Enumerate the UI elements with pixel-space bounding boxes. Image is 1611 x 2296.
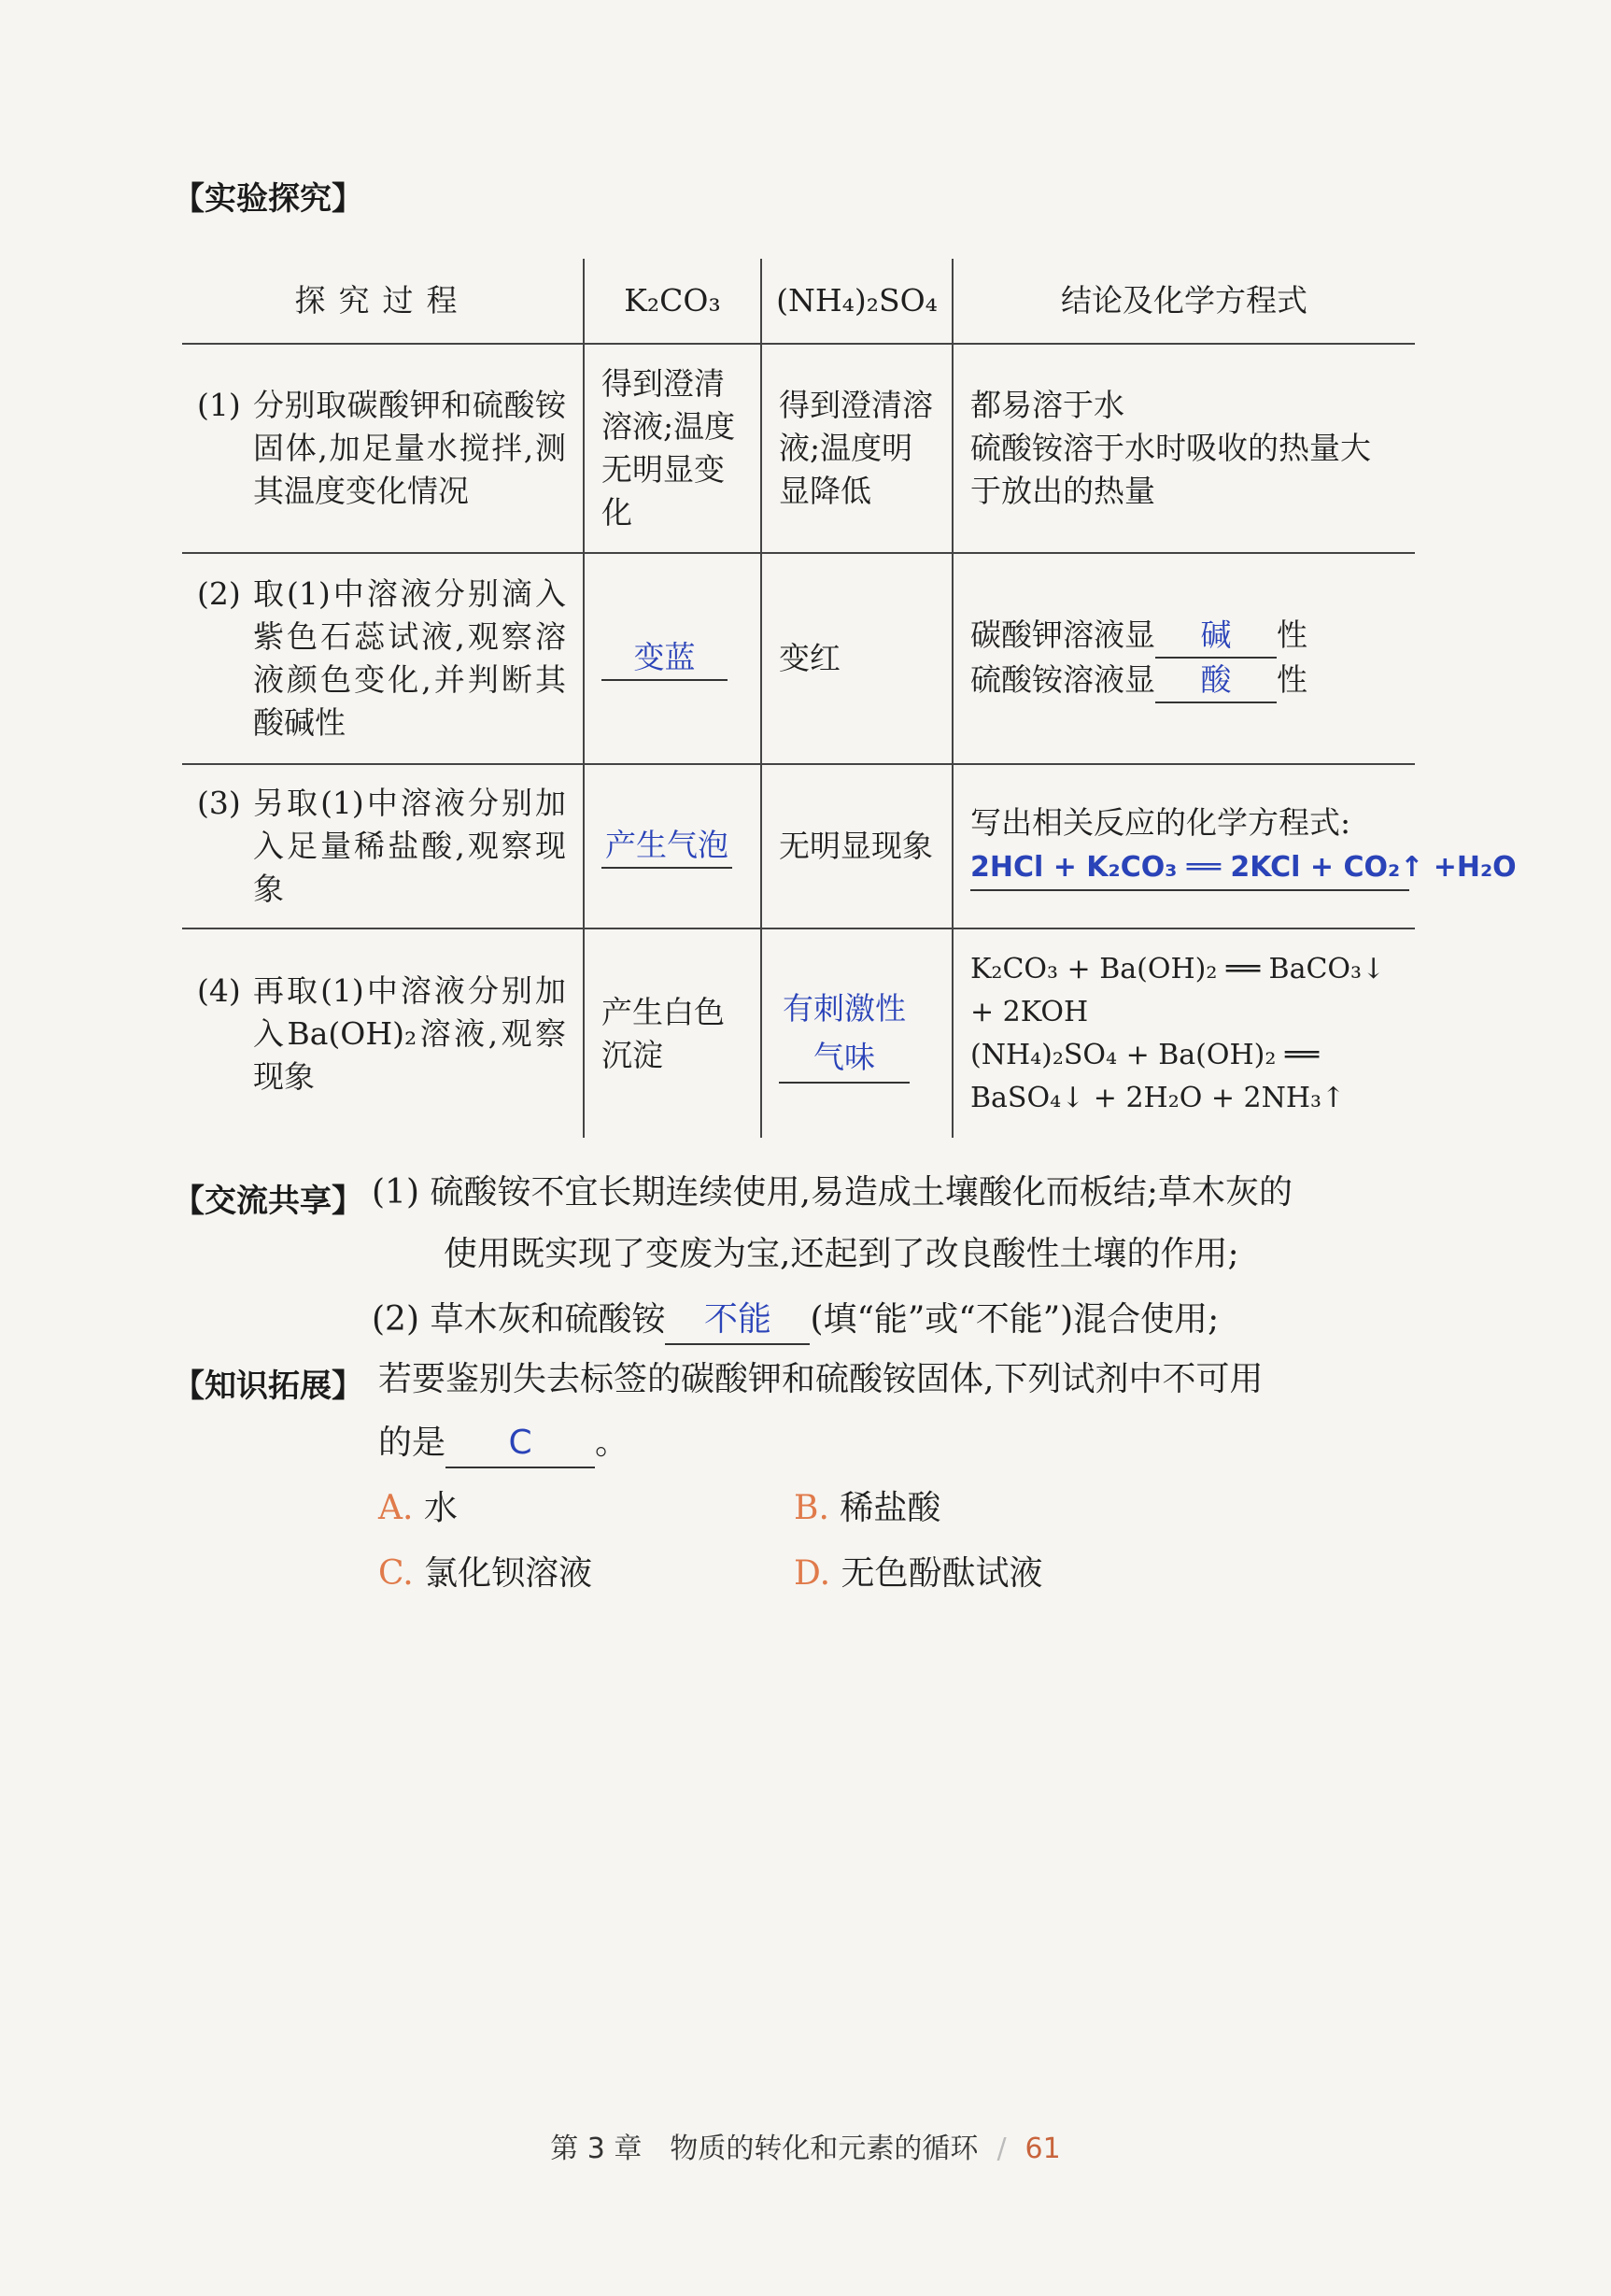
- conclusion-prefix: 碳酸钾溶液显: [970, 617, 1155, 653]
- conclusion-suffix: 性: [1277, 661, 1307, 698]
- page-footer: [0, 2125, 1611, 2166]
- equation-answer-blank[interactable]: 2HCl + K₂CO₃ ══ 2KCl + CO₂↑ +H₂O: [970, 846, 1409, 891]
- option-b[interactable]: [794, 1485, 940, 1532]
- header-k2co3: K₂CO₃: [584, 259, 761, 344]
- option-text: 稀盐酸: [840, 1489, 941, 1527]
- process-text: 再取(1)中溶液分别加入Ba(OH)₂溶液,观察现象: [253, 971, 566, 1095]
- row1-k2co3: 得到澄清溶液;温度无明显变化: [584, 344, 761, 553]
- option-letter: B.: [794, 1489, 829, 1527]
- equation-line: (NH₄)₂SO₄ + Ba(OH)₂ ══ BaSO₄↓ + 2H₂O + 2NH₃↑: [970, 1038, 1346, 1114]
- row1-process: [182, 344, 584, 553]
- conclusion-suffix: 性: [1277, 617, 1307, 653]
- header-process: 探究过程: [182, 259, 584, 344]
- row3-k2co3: [584, 764, 761, 928]
- conclusion-line: 都易溶于水: [970, 387, 1124, 423]
- answer-blank[interactable]: 酸: [1155, 659, 1277, 703]
- answer-blank[interactable]: 产生气泡: [601, 824, 732, 869]
- row2-process: [182, 553, 584, 764]
- conclusion-line: 硫酸铵溶于水时吸收的热量大于放出的热量: [970, 430, 1371, 509]
- equation-line: K₂CO₃ + Ba(OH)₂ ══ BaCO₃↓ + 2KOH: [970, 952, 1386, 1028]
- section-title-experiment: 【实验探究】: [173, 180, 363, 218]
- header-nh4so4: (NH₄)₂SO₄: [761, 259, 953, 344]
- row3-process: [182, 764, 584, 928]
- table-row: [182, 344, 1415, 553]
- row-number: (3): [197, 785, 241, 821]
- table-row: [182, 928, 1415, 1138]
- option-letter: A.: [378, 1489, 414, 1527]
- footer-divider: /: [996, 2133, 1007, 2165]
- row2-nh4so4: 变红: [761, 553, 953, 764]
- extend-question-prefix: 的是: [378, 1424, 446, 1462]
- table-row: [182, 764, 1415, 928]
- conclusion-prompt: 写出相关反应的化学方程式:: [970, 804, 1351, 841]
- option-text: 无色酚酞试液: [841, 1554, 1043, 1593]
- option-letter: C.: [378, 1554, 414, 1593]
- process-text: 分别取碳酸钾和硫酸铵固体,加足量水搅拌,测其温度变化情况: [253, 387, 566, 509]
- answer-blank[interactable]: 变蓝: [601, 636, 728, 681]
- process-text: 取(1)中溶液分别滴入紫色石蕊试液,观察溶液颜色变化,并判断其酸碱性: [253, 575, 566, 741]
- experiment-table: [182, 259, 1517, 1138]
- conclusion-prefix: 硫酸铵溶液显: [970, 661, 1155, 698]
- share-line-prefix: (2) 草木灰和硫酸铵: [372, 1300, 666, 1339]
- chapter-title: 第 3 章 物质的转化和元素的循环: [550, 2133, 979, 2165]
- share-line: 使用既实现了变废为宝,还起到了改良酸性土壤的作用;: [444, 1235, 1239, 1273]
- header-conclusion: 结论及化学方程式: [953, 259, 1415, 344]
- answer-blank[interactable]: 不能: [665, 1297, 810, 1345]
- table-header-row: [182, 259, 1415, 344]
- option-a[interactable]: [378, 1485, 458, 1532]
- answer-blank[interactable]: 有刺激性气味: [779, 985, 910, 1084]
- answer-blank[interactable]: C: [445, 1420, 595, 1468]
- row2-k2co3: [584, 553, 761, 764]
- row-number: (2): [197, 575, 241, 612]
- option-text: 氯化钡溶液: [424, 1554, 593, 1593]
- section-title-extend: 【知识拓展】: [173, 1368, 363, 1405]
- row1-nh4so4: 得到澄清溶液;温度明显降低: [761, 344, 953, 553]
- row3-nh4so4: 无明显现象: [761, 764, 953, 928]
- row4-process: [182, 928, 584, 1138]
- table-row: [182, 553, 1415, 764]
- option-text: 水: [423, 1489, 458, 1527]
- process-text: 另取(1)中溶液分别加入足量稀盐酸,观察现象: [253, 785, 566, 907]
- row4-nh4so4: [761, 928, 953, 1138]
- row2-conclusion: [953, 553, 1415, 764]
- row3-conclusion: [953, 764, 1517, 928]
- row-number: (4): [197, 971, 241, 1009]
- option-c[interactable]: [378, 1551, 592, 1597]
- section-title-share: 【交流共享】: [173, 1183, 363, 1220]
- row4-conclusion: [953, 928, 1415, 1138]
- share-line: (1) 硫酸铵不宜长期连续使用,易造成土壤酸化而板结;草木灰的: [372, 1173, 1293, 1212]
- share-line-suffix: (填“能”或“不能”)混合使用;: [810, 1300, 1220, 1339]
- answer-blank[interactable]: 碱: [1155, 614, 1277, 659]
- extend-question: 若要鉴别失去标签的碳酸钾和硫酸铵固体,下列试剂中不可用: [378, 1360, 1264, 1398]
- option-letter: D.: [794, 1554, 831, 1593]
- extend-question-suffix: 。: [595, 1424, 629, 1462]
- row1-conclusion: [953, 344, 1415, 553]
- page-number: 61: [1025, 2133, 1061, 2165]
- row4-k2co3: 产生白色沉淀: [584, 928, 761, 1138]
- row-number: (1): [197, 387, 241, 423]
- option-d[interactable]: [794, 1551, 1043, 1597]
